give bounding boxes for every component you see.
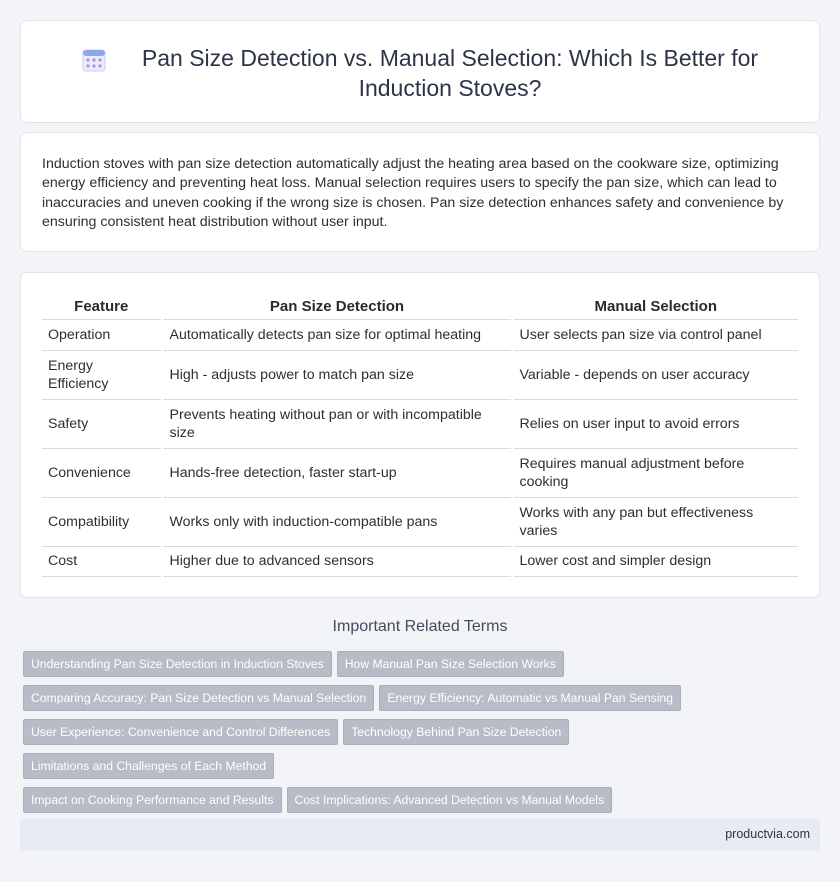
related-term-tag[interactable]: User Experience: Convenience and Control Differences — [23, 719, 338, 745]
related-term-tag[interactable]: Limitations and Challenges of Each Method — [23, 753, 274, 779]
intro-card — [20, 132, 820, 252]
table-row — [42, 350, 798, 399]
table-cell: Lower cost and simpler design — [512, 546, 798, 576]
table-cell: Requires manual adjustment before cooking — [512, 448, 798, 497]
table-cell: Convenience — [42, 448, 162, 497]
related-term-tag[interactable]: Impact on Cooking Performance and Results — [23, 787, 282, 813]
table-cell: Safety — [42, 399, 162, 448]
table-cell: Higher due to advanced sensors — [162, 546, 512, 576]
title-card — [20, 20, 820, 123]
page-title: Pan Size Detection vs. Manual Selection: Which Is Better for Induction Stoves? — [141, 45, 759, 101]
related-term-tag[interactable]: How Manual Pan Size Selection Works — [337, 651, 564, 677]
related-term-tag[interactable]: Comparing Accuracy: Pan Size Detection vs Manual Selection — [23, 685, 374, 711]
table-row — [42, 497, 798, 546]
table-cell: Variable - depends on user accuracy — [512, 350, 798, 399]
table-cell: Works only with induction-compatible pans — [162, 497, 512, 546]
table-cell: Compatibility — [42, 497, 162, 546]
table-cell: Cost — [42, 546, 162, 576]
table-row — [42, 546, 798, 576]
table-row — [42, 399, 798, 448]
table-header: Pan Size Detection — [162, 295, 512, 319]
table-cell: Hands-free detection, faster start-up — [162, 448, 512, 497]
table-header: Manual Selection — [512, 295, 798, 319]
table-cell: Relies on user input to avoid errors — [512, 399, 798, 448]
intro-text: Induction stoves with pan size detection automatically adjust the heating area based on the cookware size, optimizing energy efficiency and preventing heat loss. Manual selection requires users to specify the pan size, which can lead to inaccuracies and uneven cooking if the wrong size is chosen. Pan size detection enhances safety and convenience by ensuring consistent heat distribution without user input. — [42, 156, 784, 230]
table-cell: Automatically detects pan size for optimal heating — [162, 319, 512, 350]
comparison-table — [42, 295, 798, 577]
table-row — [42, 448, 798, 497]
related-term-tag[interactable]: Understanding Pan Size Detection in Induction Stoves — [23, 651, 332, 677]
related-term-tag[interactable]: Cost Implications: Advanced Detection vs Manual Models — [287, 787, 613, 813]
table-cell: Operation — [42, 319, 162, 350]
table-header: Feature — [42, 295, 162, 319]
table-header-row — [42, 295, 798, 319]
table-cell: Prevents heating without pan or with incompatible size — [162, 399, 512, 448]
table-cell: User selects pan size via control panel — [512, 319, 798, 350]
footer — [20, 818, 820, 851]
related-term-tag[interactable]: Energy Efficiency: Automatic vs Manual Pan Sensing — [379, 685, 681, 711]
table-cell: Energy Efficiency — [42, 350, 162, 399]
related-term-tag[interactable]: Technology Behind Pan Size Detection — [343, 719, 569, 745]
table-cell: High - adjusts power to match pan size — [162, 350, 512, 399]
table-row — [42, 319, 798, 350]
comparison-card — [20, 272, 820, 598]
table-cell: Works with any pan but effectiveness varies — [512, 497, 798, 546]
footer-brand[interactable]: productvia.com — [725, 827, 810, 841]
related-terms-heading: Important Related Terms — [332, 618, 508, 635]
